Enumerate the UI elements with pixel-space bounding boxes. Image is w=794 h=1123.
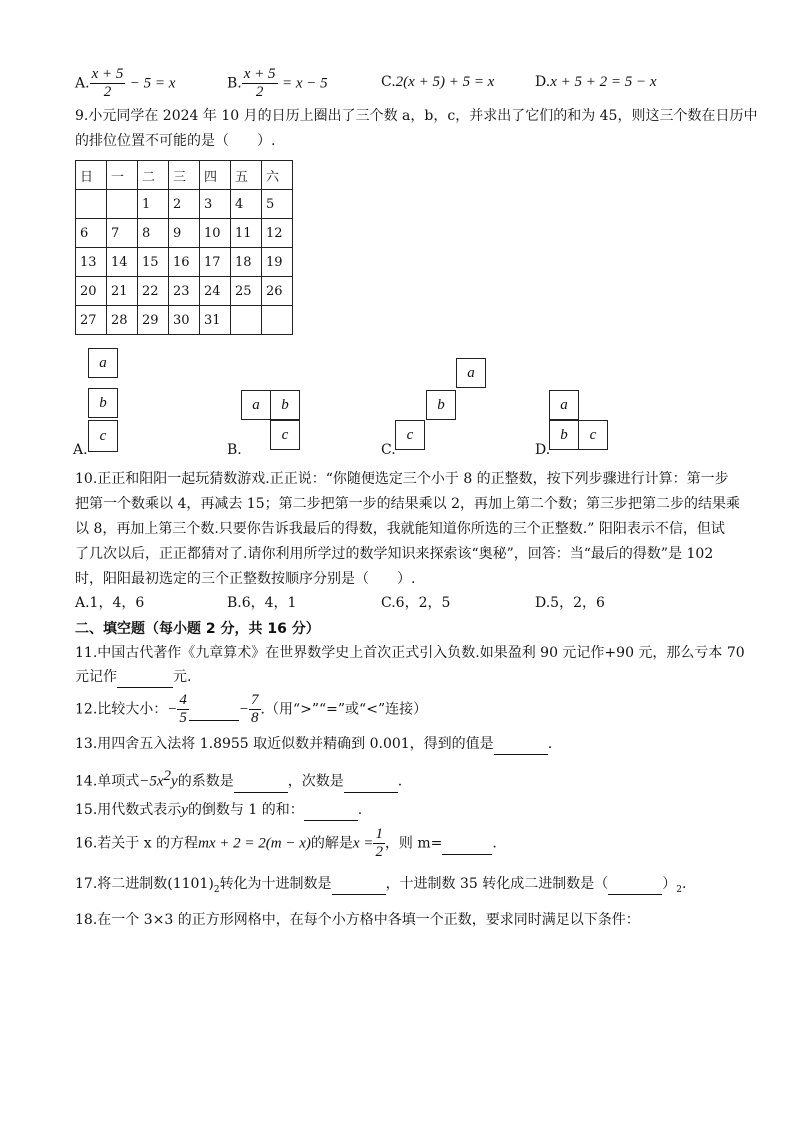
q11-line2: 元记作 元. (75, 667, 191, 688)
answer-blank[interactable] (344, 772, 398, 793)
diagram-b-cell-a: a (241, 390, 271, 420)
q10-line3: 以 8，再加上第三个数.只要你告诉我最后的得数，我就能知道你所选的三个正整数.” 阳阳表示不信，但试 (75, 521, 725, 537)
q16: 16.若关于 x 的方程mx + 2 = 2(m − x)的解是x = $\frac{1}{2}$ ，则 m= . (75, 826, 497, 860)
diagram-b-label: B. (227, 442, 242, 458)
answer-blank[interactable] (304, 800, 358, 821)
q10-option-d: D.5，2，6 (535, 595, 605, 611)
q10-option-c: C.6，2，5 (381, 595, 451, 611)
q12-fraction-2: $\frac{7}{8}$ (251, 692, 259, 726)
calendar-row: 27 28 29 30 31 (76, 306, 293, 335)
q10-option-a: A.1，4，6 (75, 595, 145, 611)
diagram-b-cell-b: b (270, 390, 300, 420)
answer-blank[interactable] (117, 667, 173, 688)
diagram-d-cell-a: a (549, 390, 579, 420)
diagram-c-cell-b: b (426, 390, 456, 420)
section-title: 二、填空题（每小题 2 分，共 16 分） (75, 621, 320, 637)
diagram-d-cell-b: b (549, 420, 579, 450)
q10-line1: 10.正正和阳阳一起玩猜数游戏.正正说：“你随便选定三个小于 8 的正整数，按下列步骤进行计算：第一步 (75, 471, 729, 487)
calendar-table (75, 160, 293, 335)
diagram-a-label: A. (73, 442, 88, 458)
q8-a-fraction: $\frac{x + 5}{2}$ (91, 66, 124, 100)
q14: 14.单项式$-5x^2y$的系数是 ，次数是 . (75, 766, 402, 793)
q16-fraction: $\frac{1}{2}$ (375, 826, 383, 860)
q10-option-b: B.6，4，1 (227, 595, 297, 611)
diagram-a-cell-c: c (88, 420, 118, 452)
answer-blank[interactable] (608, 874, 662, 895)
q17: 17.将二进制数$(1101)_2$转化为十进制数是 ，十进制数 35 转化成二进制数是（ ）$_2$. (75, 876, 687, 895)
q8-option-a: A. $\frac{x + 5}{2}$ − 5 = x (75, 66, 176, 100)
q8-option-c: C.2(x + 5) + 5 = x (381, 74, 495, 90)
q10-line5: 时，阳阳最初选定的三个正整数按顺序分别是（ ）. (75, 571, 416, 587)
answer-blank[interactable] (189, 700, 239, 721)
q10-line2: 把第一个数乘以 4，再减去 15；第二步把第一步的结果乘以 2，再加上第二个数；第三步把第二步的结果乘 (75, 496, 740, 512)
diagram-d-label: D. (535, 442, 551, 458)
answer-blank[interactable] (494, 734, 548, 755)
q9-line1: 9.小元同学在 2024 年 10 月的日历上圈出了三个数 a，b，c，并求出了它们的和为 45，则这三个数在日历中 (75, 108, 758, 124)
q9-line2: 的排位位置不可能的是（ ）. (75, 133, 276, 149)
q8-b-fraction: $\frac{x + 5}{2}$ (243, 66, 276, 100)
q15: 15.用代数式表示y的倒数与 1 的和： . (75, 800, 362, 821)
diagram-a-cell-a: a (88, 348, 118, 378)
diagram-b-cell-c: c (270, 420, 300, 450)
diagram-c-cell-c: c (395, 420, 425, 450)
diagram-c-cell-a: a (456, 358, 486, 388)
q12: 12.比较大小：− $\frac{4}{5}$ − $\frac{7}{8}$ .（用“>”“=”或“<”连接） (75, 692, 428, 726)
q18: 18.在一个 3×3 的正方形网格中，在每个小方格中各填一个正数，要求同时满足以下条件： (75, 912, 640, 928)
q11-line1: 11.中国古代著作《九章算术》在世界数学史上首次正式引入负数.如果盈利 90 元记作+90 元，那么亏本 70 (75, 645, 745, 661)
calendar-header-row: 日 一 二 三 四 五 六 (76, 161, 293, 190)
q13: 13.用四舍五入法将 1.8955 取近似数并精确到 0.001，得到的值是 . (75, 734, 552, 755)
q12-fraction-1: $\frac{4}{5}$ (179, 692, 187, 726)
q8-option-b: B. $\frac{x + 5}{2}$ = x − 5 (227, 66, 328, 100)
answer-blank[interactable] (332, 874, 386, 895)
answer-blank[interactable] (442, 834, 492, 855)
diagram-d-cell-c: c (578, 420, 608, 450)
calendar-row: 20 21 22 23 24 25 26 (76, 277, 293, 306)
calendar-row: 1 2 3 4 5 (76, 190, 293, 219)
calendar-row: 13 14 15 16 17 18 19 (76, 248, 293, 277)
diagram-c-label: C. (381, 442, 396, 458)
q8-option-d: D.x + 5 + 2 = 5 − x (535, 74, 657, 90)
answer-blank[interactable] (234, 772, 288, 793)
diagram-a-cell-b: b (88, 388, 118, 418)
calendar-row: 6 7 8 9 10 11 12 (76, 219, 293, 248)
q10-line4: 了几次以后，正正都猜对了.请你利用所学过的数学知识来探索该“奥秘”，回答：当“最后的得数”是 102 (75, 546, 714, 562)
